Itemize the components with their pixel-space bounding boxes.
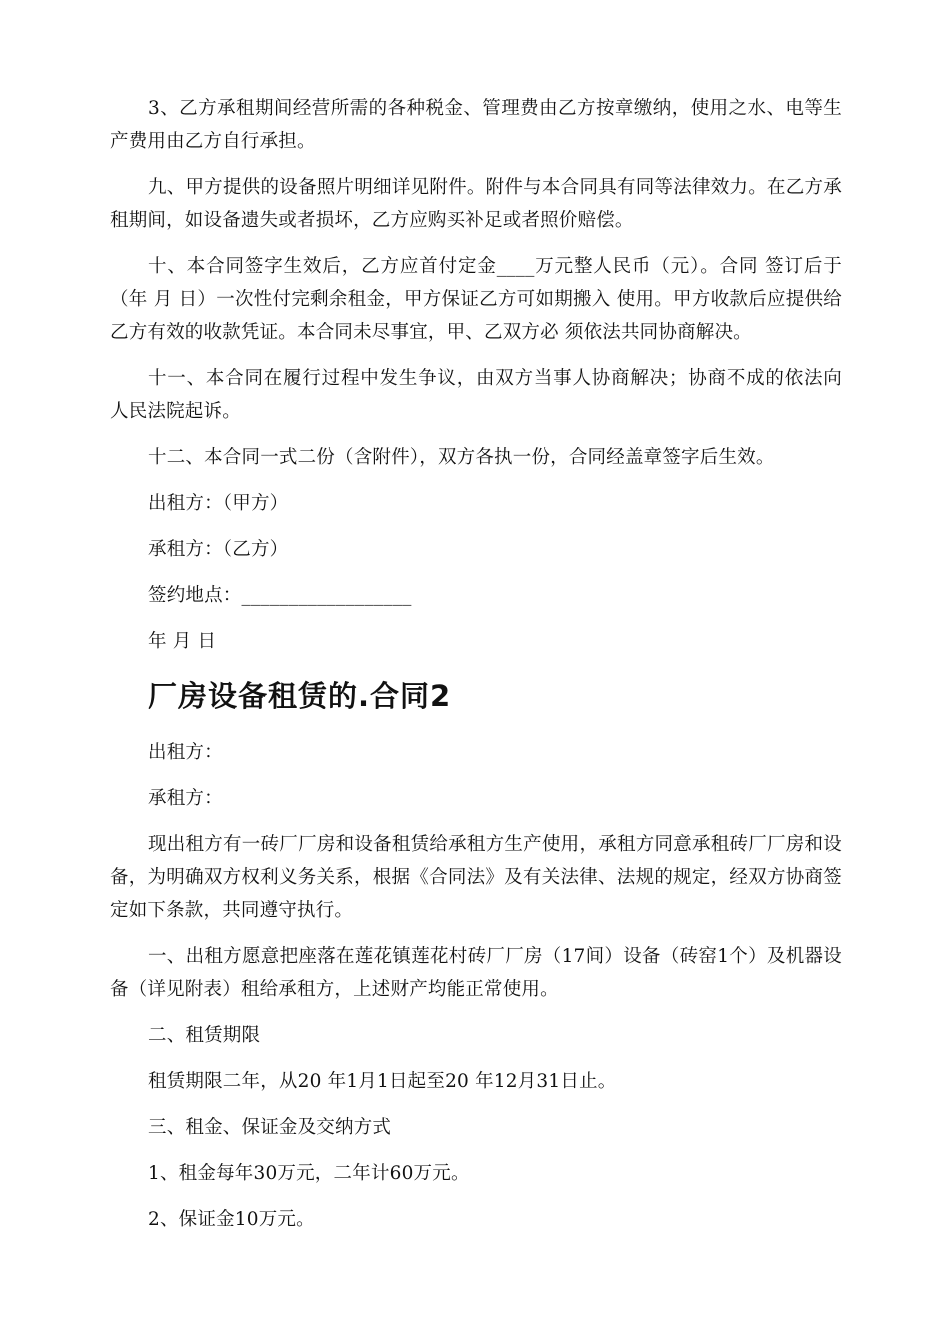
lessee-line: 承租方：	[148, 788, 223, 809]
lease-term-text: 租赁期限二年，从20 年1月1日起至20 年12月31日止。	[148, 1071, 617, 1092]
clause-9-equipment-photos: 九、甲方提供的设备照片明细详见附件。附件与本合同具有同等法律效力。在乙方承租期间，如设备遗失或者损坏，乙方应购买补足或者照价赔偿。	[110, 177, 842, 231]
deposit-item: 2、保证金10万元。	[148, 1209, 315, 1230]
clause-2-heading: 二、租赁期限	[148, 1025, 261, 1046]
clause-12-copies: 十二、本合同一式二份（含附件），双方各执一份，合同经盖章签字后生效。	[148, 447, 775, 468]
clause-1-lease-property: 一、出租方愿意把座落在莲花镇莲花村砖厂厂房（17间）设备（砖窑1个）及机器设备（详见附表）租给承租方，上述财产均能正常使用。	[110, 946, 842, 1000]
clause-3-heading: 三、租金、保证金及交纳方式	[148, 1117, 392, 1138]
clause-3-tax: 3、乙方承租期间经营所需的各种税金、管理费由乙方按章缴纳，使用之水、电等生产费用由乙方自行承担。	[110, 98, 842, 152]
rent-item: 1、租金每年30万元，二年计60万元。	[148, 1163, 470, 1184]
preamble-paragraph: 现出租方有一砖厂厂房和设备租赁给承租方生产使用，承租方同意承租砖厂厂房和设备，为明确双方权利义务关系，根据《合同法》及有关法律、法规的规定，经双方协商签定如下条款，共同遵守执行。	[110, 834, 842, 921]
lessee-signature-line: 承租方：（乙方）	[148, 539, 289, 560]
contract-2-heading: 厂房设备租赁的.合同2	[148, 679, 452, 713]
lessor-signature-line: 出租方：（甲方）	[148, 493, 289, 514]
lessor-line: 出租方：	[148, 742, 223, 763]
signing-place-line: 签约地点：__________________	[148, 585, 412, 606]
clause-11-dispute: 十一、本合同在履行过程中发生争议，由双方当事人协商解决；协商不成的依法向 人民法院起诉。	[110, 368, 842, 422]
document-page	[110, 92, 842, 1236]
clause-10-deposit: 十、本合同签字生效后，乙方应首付定金____万元整人民币（元）。合同 签订后于（年 月 日）一次性付完剩余租金，甲方保证乙方可如期搬入 使用。甲方收款后应提供给乙方有效的收款凭证。本合同未尽事宜，甲、乙双方必 须依法共同协商解决。	[110, 256, 842, 343]
date-line: 年 月 日	[148, 631, 217, 652]
